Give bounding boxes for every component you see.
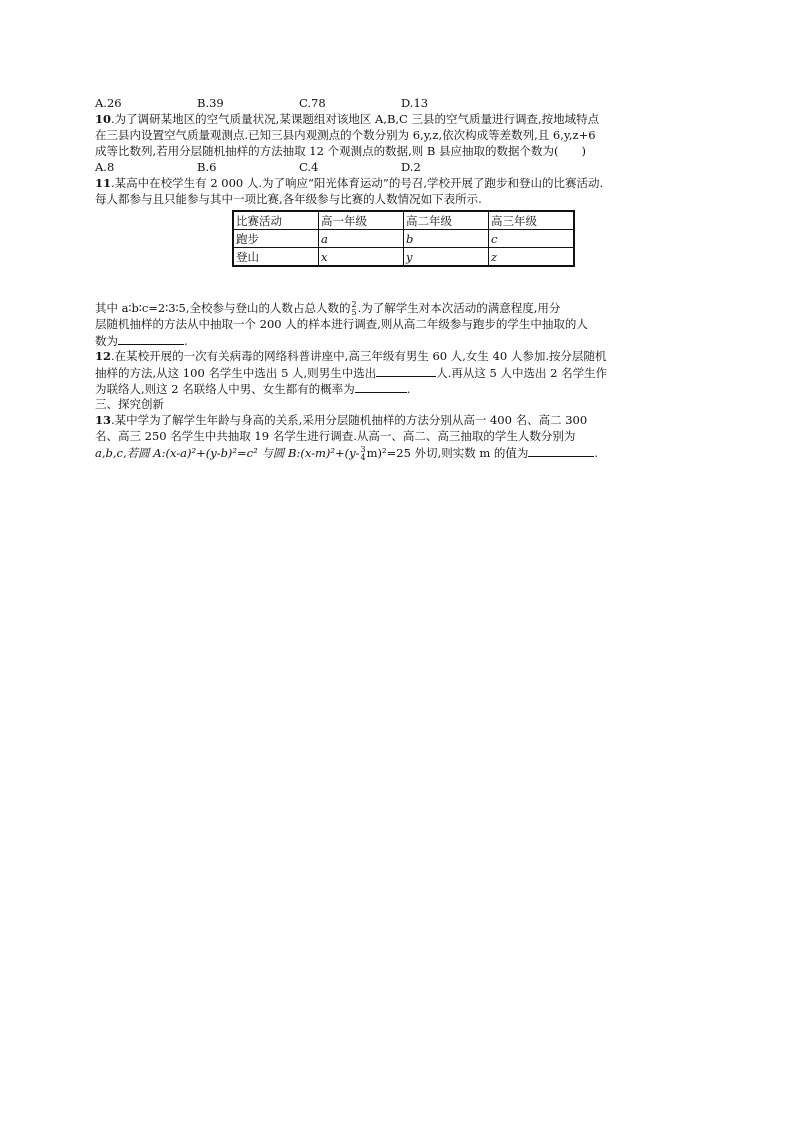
table-row [233, 248, 574, 267]
q11-text-line2: 每人都参与且只能参与其中一项比赛,各年级参与比赛的人数情况如下表所示. [95, 192, 482, 206]
q13-line3-b: m)²=25 外切,则实数 m 的值为 [366, 446, 529, 460]
q11-fraction-den: 5 [351, 308, 357, 317]
table-header-cell: 高一年级 [319, 211, 404, 230]
q13-fraction-den: 4 [360, 453, 366, 462]
q11-fraction-num: 2 [351, 300, 357, 309]
worksheet-page [95, 95, 705, 460]
section-heading: 三、探究创新 [95, 397, 164, 411]
q12-line2-pre: 抽样的方法,从这 100 名学生中选出 5 人,则男生中选出 [95, 366, 377, 380]
q10-option-d: D.2 [401, 160, 421, 174]
q11-answer-blank[interactable] [118, 332, 184, 345]
table-cell: x [319, 248, 404, 267]
q11-after-line1-pre: 其中 a∶b∶c=2∶3∶5,全校参与登山的人数占总人数的 [95, 301, 351, 315]
table-header-cell: 高三年级 [489, 211, 575, 230]
table-cell: 登山 [233, 248, 319, 267]
q13-number: 13 [95, 413, 112, 427]
q10-text-line3: 成等比数列,若用分层随机抽样的方法抽取 12 个观测点的数据,则 B 县应抽取的数据个数为( ) [95, 144, 586, 158]
table-cell: z [489, 248, 575, 267]
q12-text-line1: .在某校开展的一次有关病毒的网络科普讲座中,高三年级有男生 60 人,女生 40 人参加.按分层随机 [111, 349, 607, 363]
q11-number: 11 [95, 176, 112, 190]
q11-after-line2: 层随机抽样的方法从中抽取一个 200 人的样本进行调查,则从高二年级参与跑步的学生中抽取的人 [95, 317, 588, 331]
participation-table [232, 210, 575, 267]
q13-text-line2: 名、高三 250 名学生中共抽取 19 名学生进行调查.从高一、高二、高三抽取的学生人数分别为 [95, 429, 576, 443]
q11-after-line3-post: . [184, 334, 188, 348]
table-header-cell: 比赛活动 [233, 211, 319, 230]
q10-number: 10 [95, 112, 112, 126]
q13-fraction-num: 3 [360, 445, 366, 454]
table-cell: b [404, 230, 489, 248]
table-header-row [233, 211, 574, 230]
table-row [233, 230, 574, 248]
q9-option-d: D.13 [401, 96, 429, 110]
question-10 [95, 111, 705, 175]
q10-text-line2: 在三县内设置空气质量观测点.已知三县内观测点的个数分别为 6,y,z,依次构成等差数列,且 6,y,z+6 [95, 128, 596, 142]
q10-options [95, 159, 705, 175]
q9-option-c: C.78 [299, 96, 326, 110]
q11-after-line3-pre: 数为 [95, 334, 118, 348]
q9-options [95, 95, 705, 111]
q10-option-a: A.8 [95, 160, 115, 174]
q13-line3-c: . [594, 446, 599, 460]
q10-option-b: B.6 [197, 160, 217, 174]
q13-text-line1: .某中学为了解学生年龄与身高的关系,采用分层随机抽样的方法分别从高一 400 名、高二 300 [111, 413, 588, 427]
table-cell: c [489, 230, 575, 248]
table-header-cell: 高二年级 [404, 211, 489, 230]
q13-fraction [361, 446, 366, 462]
q13-line3-a: a,b,c,若圆 A:(x-a)²+(y-b)²=c² 与圆 B:(x-m)²+(y- [95, 446, 360, 460]
q12-number: 12 [95, 349, 112, 363]
q12-answer-blank-1[interactable] [376, 364, 436, 377]
q9-option-b: B.39 [197, 96, 224, 110]
question-11 [95, 175, 705, 348]
q10-text-line1: .为了调研某地区的空气质量状况,某课题组对该地区 A,B,C 三县的空气质量进行调查,按地域特点 [111, 112, 600, 126]
q11-after-line1-post: .为了解学生对本次活动的满意程度,用分 [357, 301, 561, 315]
q12-line3-pre: 为联络人,则这 2 名联络人中男、女生都有的概率为 [95, 382, 355, 396]
q12-answer-blank-2[interactable] [355, 380, 407, 393]
q11-text-line1: .某高中在校学生有 2 000 人.为了响应“阳光体育运动”的号召,学校开展了跑步和登山的比赛活动. [111, 176, 604, 190]
table-cell: a [319, 230, 404, 248]
table-cell: y [404, 248, 489, 267]
q10-option-c: C.4 [299, 160, 319, 174]
q11-fraction [352, 301, 357, 317]
question-12 [95, 348, 705, 396]
q9-option-a: A.26 [95, 96, 122, 110]
q13-answer-blank[interactable] [528, 444, 594, 457]
question-13 [95, 412, 705, 460]
q12-line2-post: 人.再从这 5 人中选出 2 名学生作 [436, 366, 608, 380]
q12-line3-post: . [406, 382, 411, 396]
table-cell: 跑步 [233, 230, 319, 248]
